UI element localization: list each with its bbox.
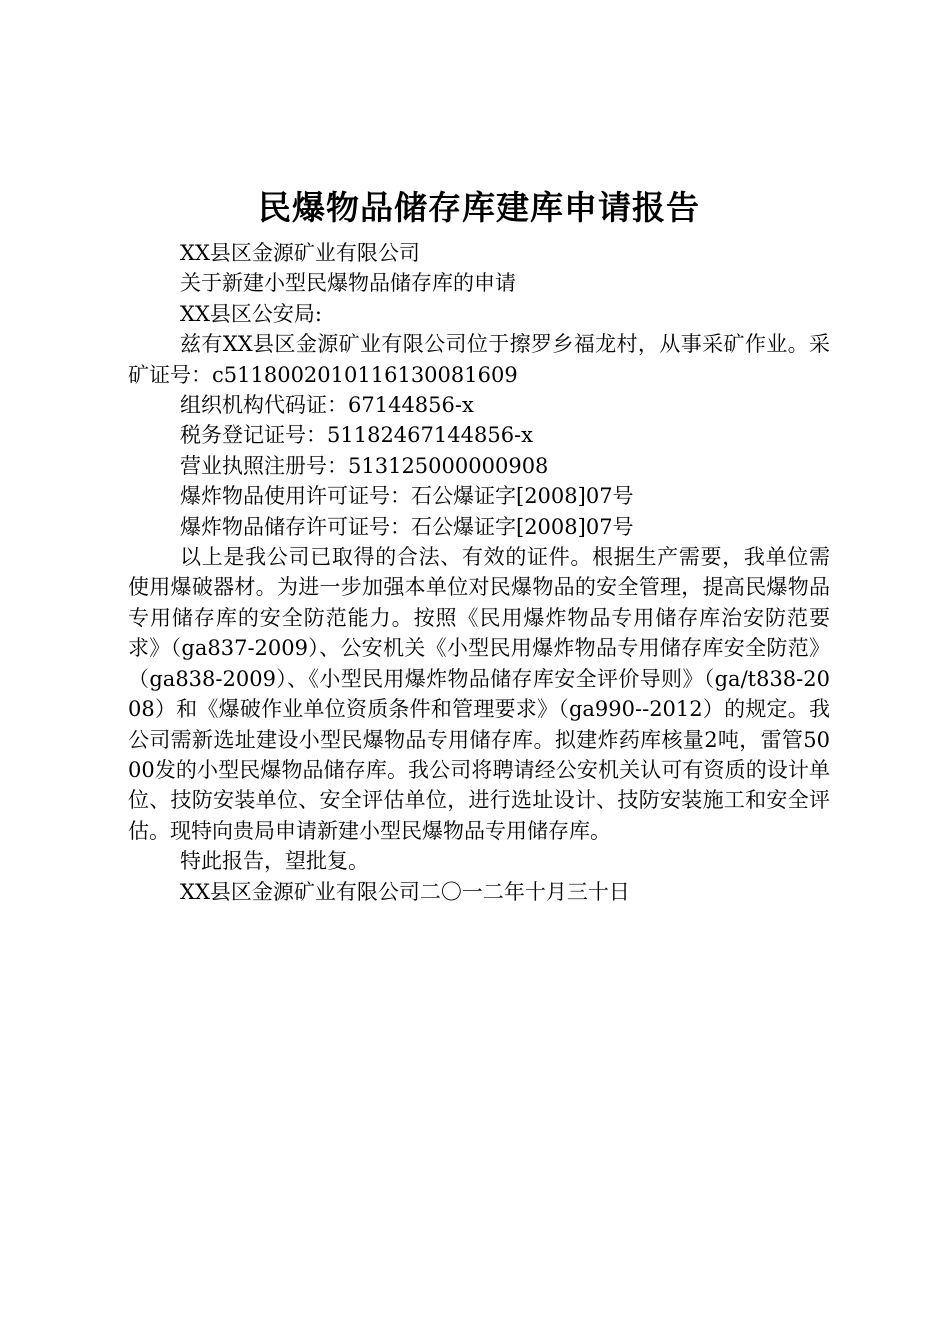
explosives-storage-permit-line: 爆炸物品储存许可证号：石公爆证字[2008]07号 (180, 514, 634, 539)
business-license-line: 营业执照注册号：513125000000908 (180, 453, 549, 478)
addressee-line: XX县区公安局: (180, 301, 322, 326)
explosives-use-permit-line: 爆炸物品使用许可证号：石公爆证字[2008]07号 (180, 484, 634, 509)
company-name-line: XX县区金源矿业有限公司 (180, 241, 420, 265)
intro-paragraph: 兹有XX县区金源矿业有限公司位于擦罗乡福龙村，从事采矿作业。采矿证号：c5118002010116130081609 (128, 332, 830, 387)
body-paragraph: 以上是我公司已取得的合法、有效的证件。根据生产需要，我单位需使用爆破器材。为进一步加强本单位对民爆物品的安全管理，提高民爆物品专用储存库的安全防范能力。按照《民用爆炸物品专用储存库治安防范要求》（ga837-2009）、公安机关《小型民用爆炸物品专用储存库安全防范》（ga838-2009）、《小型民用爆炸物品储存库安全评价导则》（ga/t838-2008）和《爆破作业单位资质条件和管理要求》（ga990--2012）的规定。我公司需新选址建设小型民爆物品专用储存库。拟建炸药库核量2吨，雷管5000发的小型民爆物品储存库。我公司将聘请经公安机关认可有资质的设计单位、技防安装单位、安全评估单位，进行选址设计、技防安装施工和安全评估。现特向贵局申请新建小型民爆物品专用储存库。 (128, 545, 830, 843)
signature-date-line: XX县区金源矿业有限公司二〇一二年十月三十日 (180, 879, 630, 904)
document-title: 民爆物品储存库建库申请报告 (258, 188, 700, 227)
closing-line: 特此报告，望批复。 (180, 849, 369, 874)
subject-line: 关于新建小型民爆物品储存库的申请 (180, 271, 516, 296)
document-page (128, 182, 830, 907)
org-code-line: 组织机构代码证：67144856-x (180, 393, 474, 418)
tax-registration-line: 税务登记证号：51182467144856-x (180, 423, 533, 448)
